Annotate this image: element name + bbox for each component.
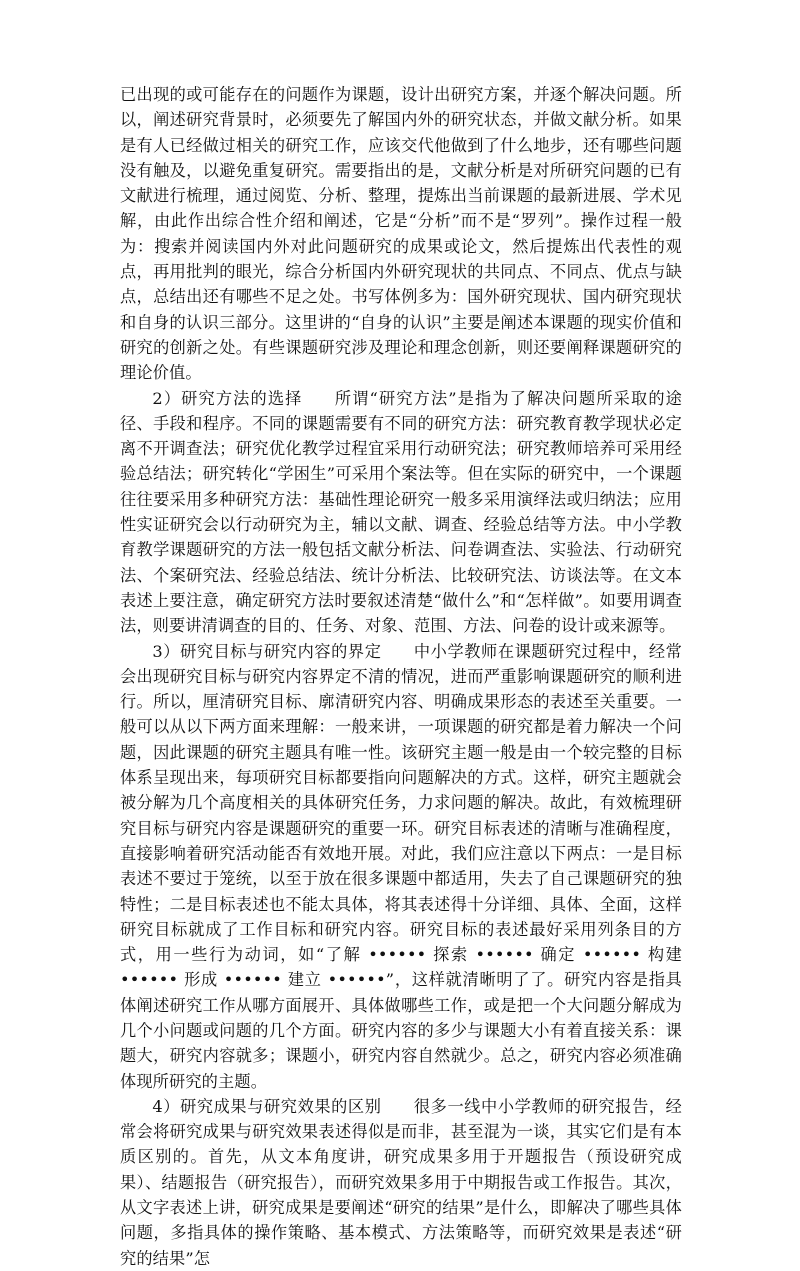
section-heading: 2）研究方法的选择 <box>152 388 303 408</box>
paragraph-text: 所谓“研究方法”是指为了解决问题所采取的途径、手段和程序。不同的课题需要有不同的研究方法：研究教育教学现状必定离不开调查法；研究优化教学过程宜采用行动研究法；研究教师培养可采用经验总结法；研究转化“学困生”可采用个案法等。但在实际的研究中，一个课题往往要采用多种研究方法：基础性理论研究一般多采用演绎法或归纳法；应用性实证研究会以行动研究为主，辅以文献、调查、经验总结等方法。中小学教育教学课题研究的方法一般包括文献分析法、问卷调查法、实验法、行动研究法、个案研究法、经验总结法、统计分析法、比较研究法、访谈法等。在文本表述上要注意，确定研究方法时要叙述清楚“做什么”和“怎样做”。如要用调查法，则要讲清调查的目的、任务、对象、范围、方法、问卷的设计或来源等。 <box>120 388 682 636</box>
paragraph-research-outcomes <box>120 1094 682 1271</box>
paragraph-text: 中小学教师在课题研究过程中，经常会出现研究目标与研究内容界定不清的情况，进而严重影响课题研究的顺利进行。所以，厘清研究目标、廓清研究内容、明确成果形态的表述至关重要。一般可以从以下两方面来理解：一般来讲，一项课题的研究都是着力解决一个问题，因此课题的研究主题具有唯一性。该研究主题一般是由一个较完整的目标体系呈现出来，每项研究目标都要指向问题解决的方式。这样，研究主题就会被分解为几个高度相关的具体研究任务，力求问题的解决。故此，有效梳理研究目标与研究内容是课题研究的重要一环。研究目标表述的清晰与准确程度，直接影响着研究活动能否有效地开展。对此，我们应注意以下两点：一是目标表述不要过于笼统，以至于放在很多课题中都适用，失去了自己课题研究的独特性；二是目标表述也不能太具体，将其表述得十分详细、具体、全面，这样研究目标就成了工作目标和研究内容。研究目标的表述最好采用列条目的方式，用一些行为动词，如“了解 •••••• 探索 •••••• 确定 •••••• 构建 •••••• 形成 •••••• 建立 ••••••”，这样就清晰明了了。研究内容是指具体阐述研究工作从哪方面展开、具体做哪些工作，或是把一个大问题分解成为几个小问题或问题的几个方面。研究内容的多少与课题大小有着直接关系：课题大，研究内容就多；课题小，研究内容自然就少。总之，研究内容必须准确体现所研究的主题。 <box>120 641 682 1091</box>
document-body <box>120 82 682 1271</box>
paragraph-text: 很多一线中小学教师的研究报告，经常会将研究成果与研究效果表述得似是而非，甚至混为一谈，其实它们是有本质区别的。首先，从文本角度讲，研究成果多用于开题报告（预设研究成果）、结题报告（研究报告），而研究效果多用于中期报告或工作报告。其次，从文字表述上讲，研究成果是要阐述“研究的结果”是什么，即解决了哪些具体问题，多指具体的操作策略、基本模式、方法策略等，而研究效果是表述“研究的结果”怎 <box>120 1096 682 1268</box>
paragraph-research-goals <box>120 639 682 1094</box>
section-heading: 3）研究目标与研究内容的界定 <box>152 641 382 661</box>
paragraph-text: 已出现的或可能存在的问题作为课题，设计出研究方案，并逐个解决问题。所以，阐述研究背景时，必须要先了解国内外的研究状态，并做文献分析。如果是有人已经做过相关的研究工作，应该交代他做到了什么地步，还有哪些问题没有触及，以避免重复研究。需要指出的是，文献分析是对所研究问题的已有文献进行梳理，通过阅览、分析、整理，提炼出当前课题的最新进展、学术见解，由此作出综合性介绍和阐述，它是“分析”而不是“罗列”。操作过程一般为：搜索并阅读国内外对此问题研究的成果或论文，然后提炼出代表性的观点，再用批判的眼光，综合分析国内外研究现状的共同点、不同点、优点与缺点，总结出还有哪些不足之处。书写体例多为：国外研究现状、国内研究现状和自身的认识三部分。这里讲的“自身的认识”主要是阐述本课题的现实价值和研究的创新之处。有些课题研究涉及理论和理念创新，则还要阐释课题研究的理论价值。 <box>120 85 682 383</box>
paragraph-research-methods <box>120 386 682 639</box>
paragraph-research-background <box>120 82 682 386</box>
section-heading: 4）研究成果与研究效果的区别 <box>152 1096 382 1116</box>
